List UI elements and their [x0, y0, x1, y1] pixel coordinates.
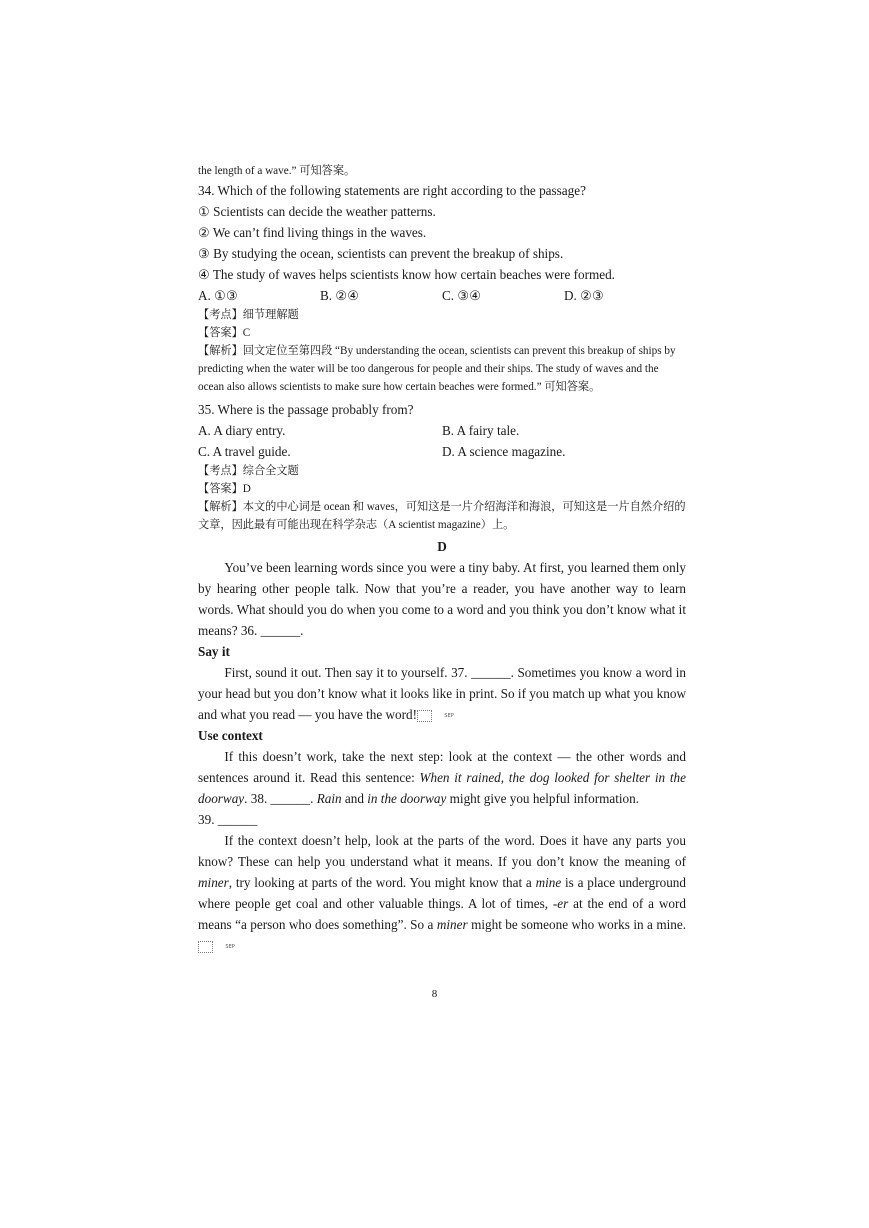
italic-rain: Rain [316, 791, 342, 806]
italic-mine: mine [535, 875, 562, 890]
q34-option-d: D. ②③ [564, 288, 604, 303]
text-run: If this doesn’t work, take the next step: look at the context — the other words and sentences around it. Read this sentence: [198, 749, 686, 785]
q34-option-c: C. ③④ [442, 288, 482, 303]
q35-option-b: B. A fairy tale. [442, 423, 520, 438]
q34-statement-3: ③ By studying the ocean, scientists can prevent the breakup of ships. [198, 246, 564, 261]
q33-answer-tail: the length of a wave.” 可知答案。 [198, 165, 356, 177]
section-d-intro: You’ve been learning words since you were a tiny baby. At first, you learned them only by hearing other people talk. Now that you’re a reader, you have another way to learn words. What should you do when you come to a word and you think you don’t know what it means? 36. ______. [198, 560, 686, 638]
paragraph-say-it-text: First, sound it out. Then say it to yourself. 37. ______. Sometimes you know a word in your head but you don’t know what it looks like in print. So if you match up what you know and what you read — you have the word! [198, 665, 686, 722]
text-run: If the context doesn’t help, look at the parts of the word. Does it have any parts you know? These can help you understand what it means. If you don’t know the meaning of [198, 833, 686, 869]
text-run: might be someone who works in a mine. [467, 917, 686, 932]
text-run: , try looking at parts of the word. You might know that a [228, 875, 536, 890]
text-run: at the end of a word means “a person who does something”. So a [198, 896, 686, 932]
q35-options-row1 [198, 420, 686, 441]
q34-kaodian: 【考点】细节理解题 [198, 309, 299, 321]
italic-miner: miner [198, 875, 229, 890]
sep-glyph-icon: SEP [417, 710, 432, 722]
paragraph-use-context [198, 746, 686, 809]
q34-question: 34. Which of the following statements are right according to the passage? [198, 183, 586, 198]
q35-answer: 【答案】D [198, 483, 251, 495]
q35-option-c: C. A travel guide. [198, 444, 291, 459]
q34-statement-1: ① Scientists can decide the weather patterns. [198, 204, 436, 219]
italic-miner: miner [436, 917, 468, 932]
q34-statement-2: ② We can’t find living things in the waves. [198, 225, 427, 240]
heading-say-it: Say it [198, 644, 230, 659]
q35-option-d: D. A science magazine. [442, 444, 566, 459]
page-number: 8 [431, 988, 438, 1000]
italic-er-suffix: -er [552, 896, 569, 911]
q35-analysis: 【解析】本文的中心词是 ocean 和 waves，可知这是一片介绍海洋和海浪，可知这是一片自然介绍的文章，因此最有可能出现在科学杂志（A scientist magazine）上。 [198, 501, 686, 531]
heading-use-context: Use context [198, 728, 263, 743]
q35-option-a: A. A diary entry. [198, 423, 286, 438]
q35-kaodian: 【考点】综合全文题 [198, 465, 299, 477]
blank-39: 39. ______ [198, 812, 258, 827]
italic-example-sentence: When it rained, the dog looked for shelter in the doorway [198, 770, 687, 806]
text-run: . 38. ______. [244, 791, 317, 806]
paragraph-word-parts [198, 830, 686, 956]
q34-statement-4: ④ The study of waves helps scientists know how certain beaches were formed. [198, 267, 615, 282]
q34-analysis: 【解析】回文定位至第四段 “By understanding the ocean, scientists can prevent this breakup of ships by predicting when the water will be too dangerous for people and their ships. The study of waves and the ocean also allows scientists to make sure how certain beaches were formed.” 可知答案。 [198, 345, 676, 393]
sep-glyph-icon: SEP [198, 941, 213, 953]
page-content [198, 162, 686, 956]
q34-option-b: B. ②④ [320, 288, 360, 303]
q34-answer: 【答案】C [198, 327, 251, 339]
italic-in-the-doorway: in the doorway [367, 791, 447, 806]
paragraph-say-it [198, 662, 686, 725]
section-d-label: D [437, 539, 447, 554]
q35-question: 35. Where is the passage probably from? [198, 402, 414, 417]
text-run: and [341, 791, 368, 806]
q35-options-row2 [198, 441, 686, 462]
text-run: is a place underground where people get coal and other valuable things. A lot of times, [198, 875, 686, 911]
q34-options [198, 285, 686, 306]
q34-option-a: A. ①③ [198, 288, 238, 303]
text-run: might give you helpful information. [446, 791, 640, 806]
